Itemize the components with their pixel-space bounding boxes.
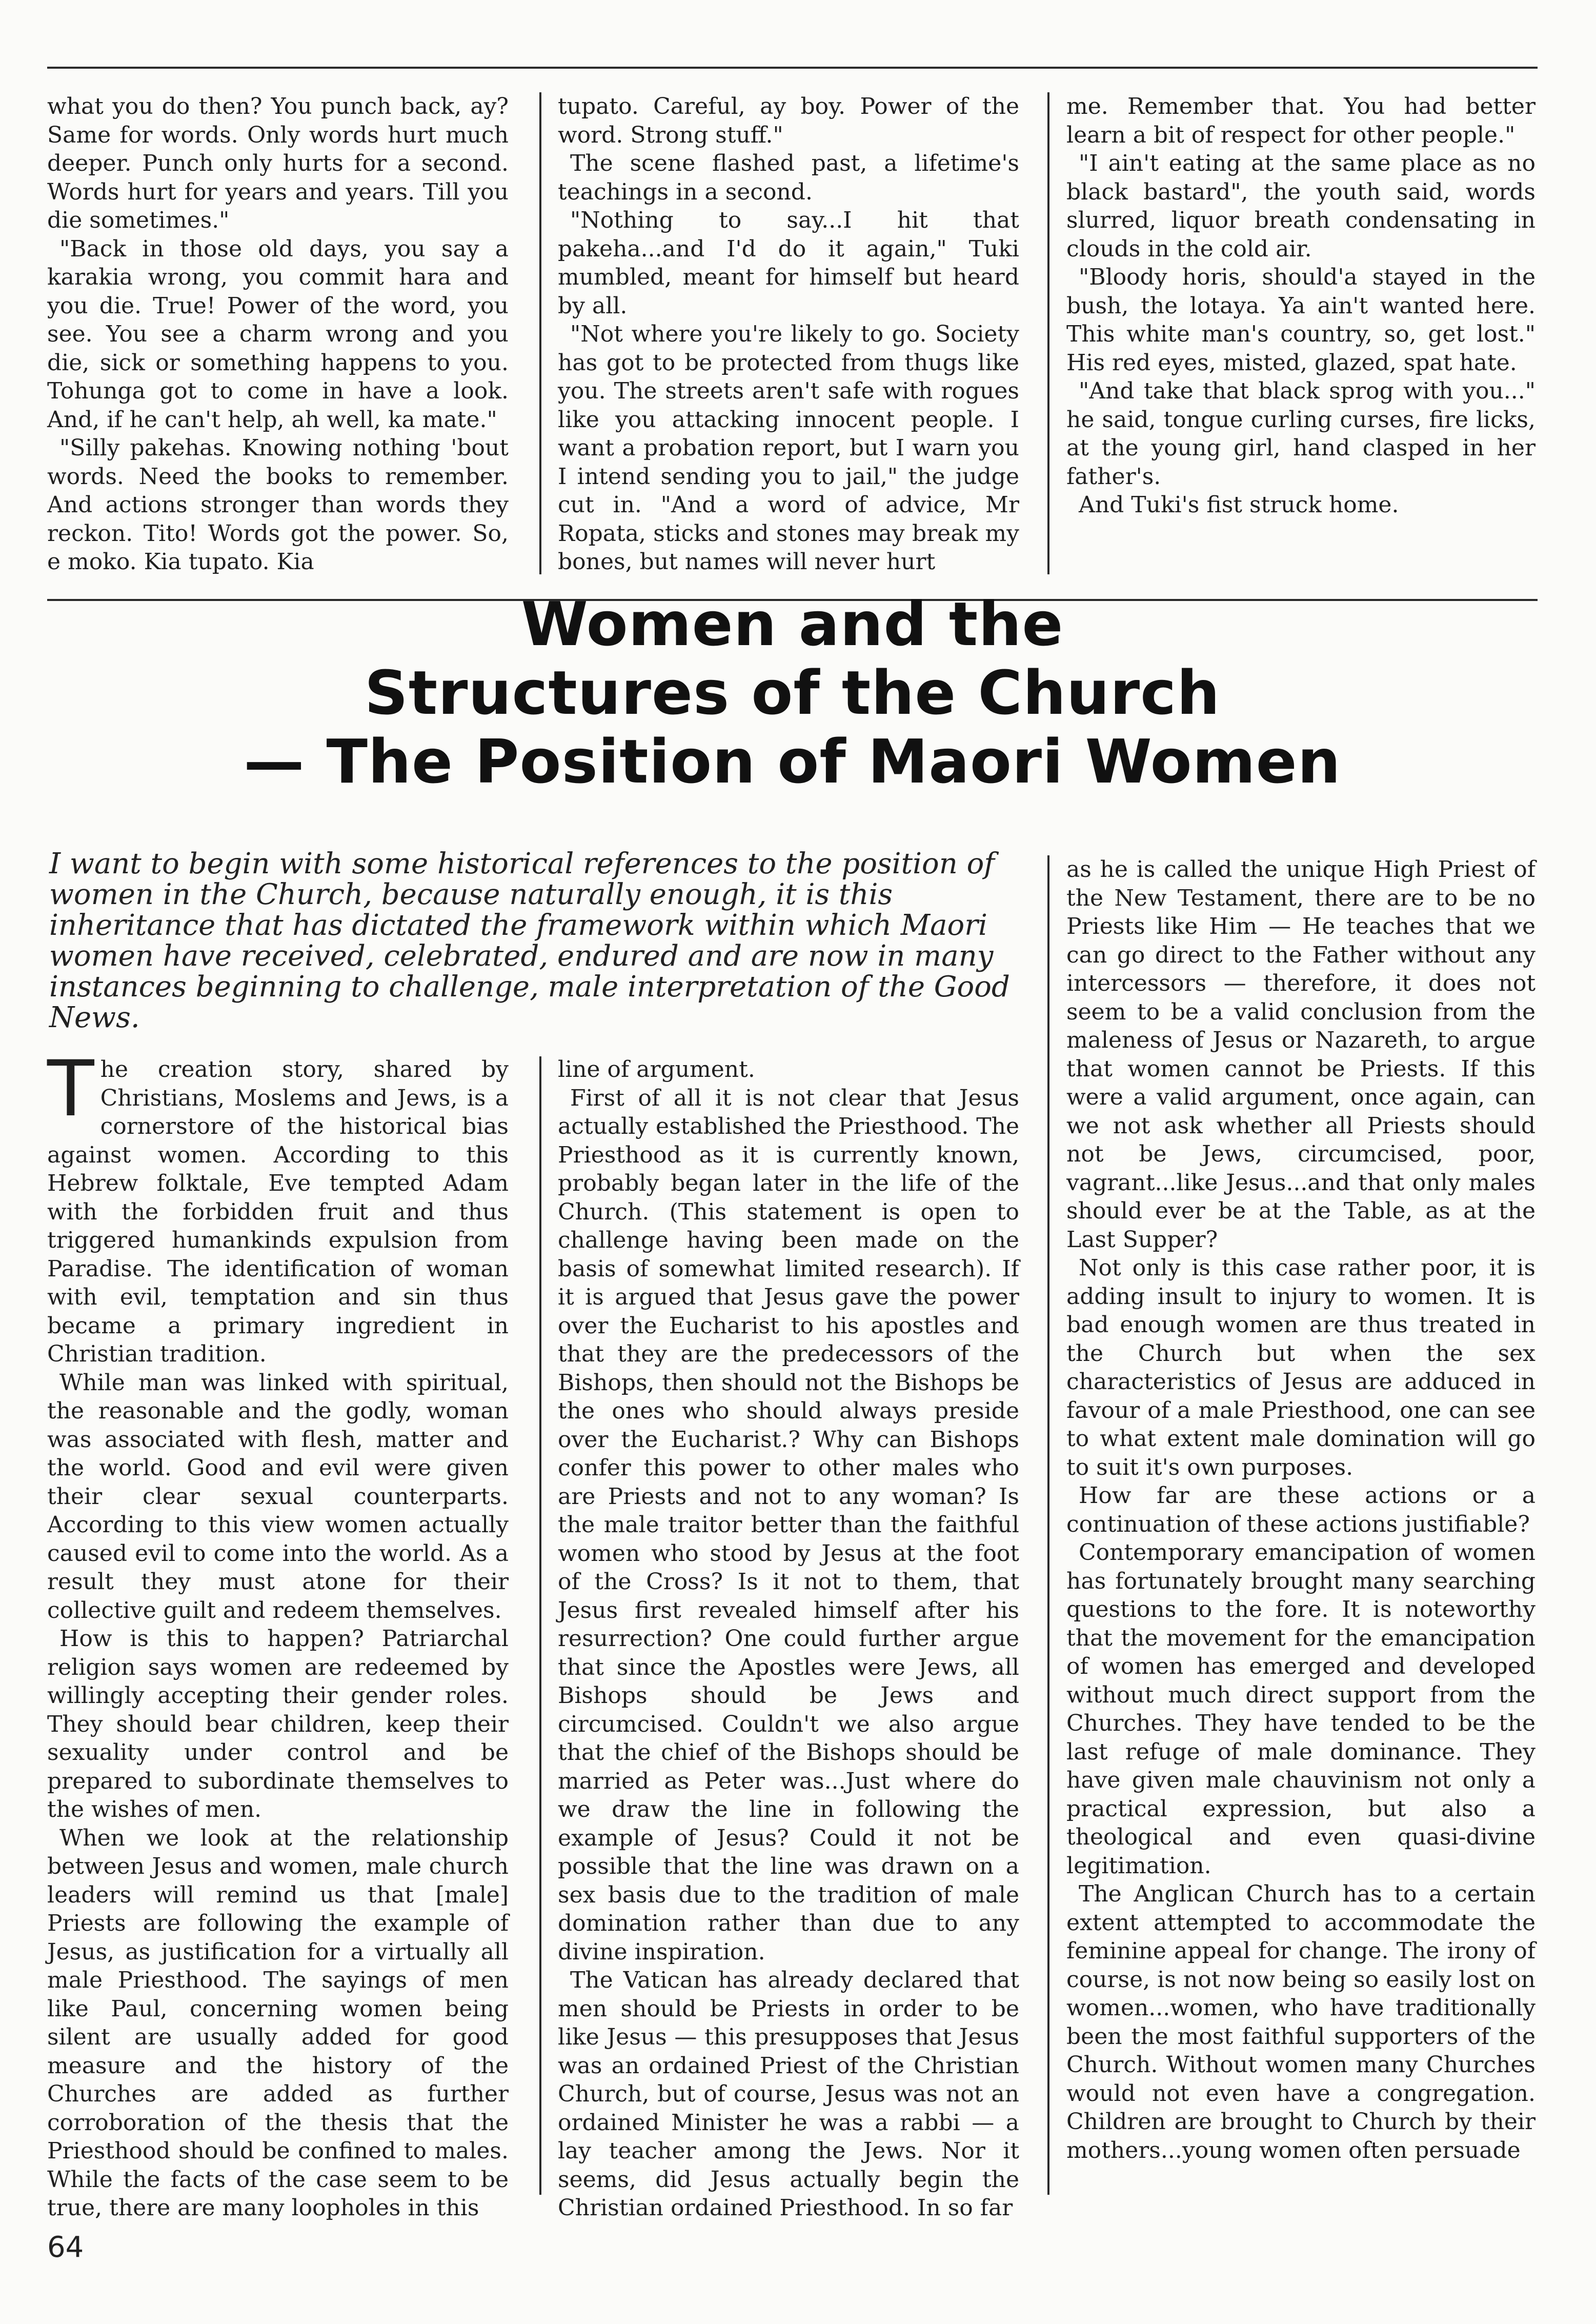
paragraph: And Tuki's fist struck home. [1079,492,1399,518]
paragraph: The Vatican has already declared that men should be Priests in order to be like Jesus — this presupposes that Jesus was an ordained Priest of the Christian Church, but of course, Jesus was not an ordained Minister he was a rabbi — a lay teacher among the Jews. Nor it seems, did Jesus actually begin the Christian ordained Priesthood. In so far [558,1967,1019,2221]
article-title [47,590,1538,796]
paragraph: The scene flashed past, a lifetime's teachings in a second. [558,150,1019,205]
paragraph: what you do then? You punch back, ay? Same for words. Only words hurt much deeper. Punch only hurts for a second. Words hurt for years and years. Till you die sometimes." [47,93,509,233]
column-rule-top-2 [1047,92,1049,574]
title-line: Structures of the Church [364,657,1221,728]
paragraph: as he is called the unique High Priest of the New Testament, there are to be no Priests like Him — He teaches that we can go direct to the Father without any intercessors — therefore, it does not seem to be a valid conclusion from the maleness of Jesus or Nazareth, to argue that women cannot be Priests. If this were a valid argument, once again, can we not ask whether all Priests should not be Jews, circumcised, poor, vagrant...like Jesus...and that only males should ever be at the Table, as at the Last Supper? [1066,856,1536,1253]
paragraph: When we look at the relationship between Jesus and women, male church leaders will remind us that [male] Priests are following the example of Jesus, as justification for a virtually all male Priesthood. The sayings of men like Paul, concerning women being silent are usually added for good measure and the history of the Churches are added as further corroboration of the thesis that the Priesthood should be confined to males. While the facts of the case seem to be true, there are many loopholes in this [47,1825,509,2221]
paragraph: Contemporary emancipation of women has fortunately brought many searching questions to the fore. It is noteworthy that the movement for the emancipation of women has emerged and developed without much direct support from the Churches. They have tended to be the last refuge of male dominance. They have given male chauvinism not only a practical expression, but also a theological and even quasi-divine legitimation. [1066,1539,1536,1879]
article-column-3 [1066,855,1536,2165]
column-rule-article-1 [539,1056,541,2195]
paragraph: tupato. Careful, ay boy. Power of the word. Strong stuff." [558,93,1019,148]
paragraph: The Anglican Church has to a certain extent attempted to accommodate the feminine appeal for change. The irony of course, is not now being so easily lost on women...women, who have traditionally been the most faithful supporters of the Church. Without women many Churches would not even have a congregation. Children are brought to Church by their mothers...young women often persuade [1066,1881,1536,2163]
paragraph: "Bloody horis, should'a stayed in the bush, the lotaya. Ya ain't wanted here. This white man's country, so, get lost." His red eyes, misted, glazed, spat hate. [1066,264,1536,376]
paragraph: "Nothing to say...I hit that pakeha...and I'd do it again," Tuki mumbled, meant for himself but heard by all. [558,207,1019,319]
paragraph: "Not where you're likely to go. Society has got to be protected from thugs like you. The streets aren't safe with rogues like you attacking innocent people. I want a probation report, but I warn you I intend sending you to jail," the judge cut in. "And a word of advice, Mr Ropata, sticks and stones may break my bones, but names will never hurt [558,321,1019,575]
paragraph: While man was linked with spiritual, the reasonable and the godly, woman was associated with flesh, matter and the world. Good and evil were given their clear sexual counterparts. According to this view women actually caused evil to come into the world. As a result they must atone for their collective guilt and redeem themselves. [47,1369,509,1624]
lead-text: he creation story, shared by Christians, Moslems and Jews, is a cornerstore of the historical bias against women. According to this Hebrew folktale, Eve tempted Adam with the forbidden fruit and thus triggered humankinds expulsion from Paradise. The identification of woman with evil, temptation and sin thus became a primary ingredient in Christian tradition. [47,1056,509,1367]
article-intro: I want to begin with some historical references to the position of women in the Church, because naturally enough, it is this inheritance that has dictated the framework within which Maori women have received, celebrated, endured and are now in many instances beginning to challenge, male interpretation of the Good News. [49,847,1010,1034]
paragraph: How far are these actions or a continuation of these actions justifiable? [1066,1482,1536,1537]
column-rule-top-1 [539,92,541,574]
paragraph: "Back in those old days, you say a karakia wrong, you commit hara and you die. True! Power of the word, you see. You see a charm wrong and you die, sick or something happens to you. Tohunga got to come in have a look. And, if he can't help, ah well, ka mate." [47,235,509,433]
paragraph: "And take that black sprog with you..." he said, tongue curling curses, fire licks, at the young girl, hand clasped in her father's. [1066,378,1536,490]
paragraph: How is this to happen? Patriarchal religion says women are redeemed by willingly accepting their gender roles. They should bear children, keep their sexuality under control and be prepared to subordinate themselves to the wishes of men. [47,1626,509,1822]
article-column-2 [558,1055,1019,2222]
article-column-1 [47,1045,509,2222]
paragraph: me. Remember that. You had better learn a bit of respect for other people." [1066,93,1536,148]
title-line: Women and the [521,589,1064,659]
paragraph: Not only is this case rather poor, it is adding insult to injury to women. It is bad enough women are thus treated in the Church but when the sex characteristics of Jesus are adduced in favour of a male Priesthood, one can see to what extent male domination will go to suit it's own purposes. [1066,1255,1536,1480]
lead-paragraph [47,1045,509,1369]
paragraph: "I ain't eating at the same place as no black bastard", the youth said, words slurred, liquor breath condensating in clouds in the cold air. [1066,150,1536,262]
top-rule [47,67,1538,69]
story-column-3 [1066,92,1536,519]
paragraph: line of argument. [558,1056,755,1083]
page-number: 64 [47,2231,84,2264]
story-column-1 [47,92,509,576]
title-line: — The Position of Maori Women [244,726,1341,797]
paragraph: "Silly pakehas. Knowing nothing 'bout words. Need the books to remember. And actions stronger than words they reckon. Tito! Words got the power. So, e moko. Kia tupato. Kia [47,435,509,575]
story-column-2 [558,92,1019,576]
column-rule-article-2 [1047,855,1049,2195]
drop-cap: T [47,1045,94,1134]
paragraph: First of all it is not clear that Jesus actually established the Priesthood. The Priesthood as it is currently known, probably began later in the life of the Church. (This statement is open to challenge having been made on the basis of somewhat limited research). If it is argued that Jesus gave the power over the Eucharist to his apostles and that they are the predecessors of the Bishops, then should not the Bishops be the ones who should always preside over the Eucharist.? Why can Bishops confer this power to other males who are Priests and not to any woman? Is the male traitor better than the faithful women who stood by Jesus at the foot of the Cross? Is it not to them, that Jesus first revealed himself after his resurrection? One could further argue that since the Apostles were Jews, all Bishops should be Jews and circumcised. Couldn't we also argue that the chief of the Bishops should be married as Peter was...Just where do we draw the line in following the example of Jesus? Could it not be possible that the line was drawn on a sex basis due to the tradition of male domination rather than due to any divine inspiration. [558,1085,1019,1965]
